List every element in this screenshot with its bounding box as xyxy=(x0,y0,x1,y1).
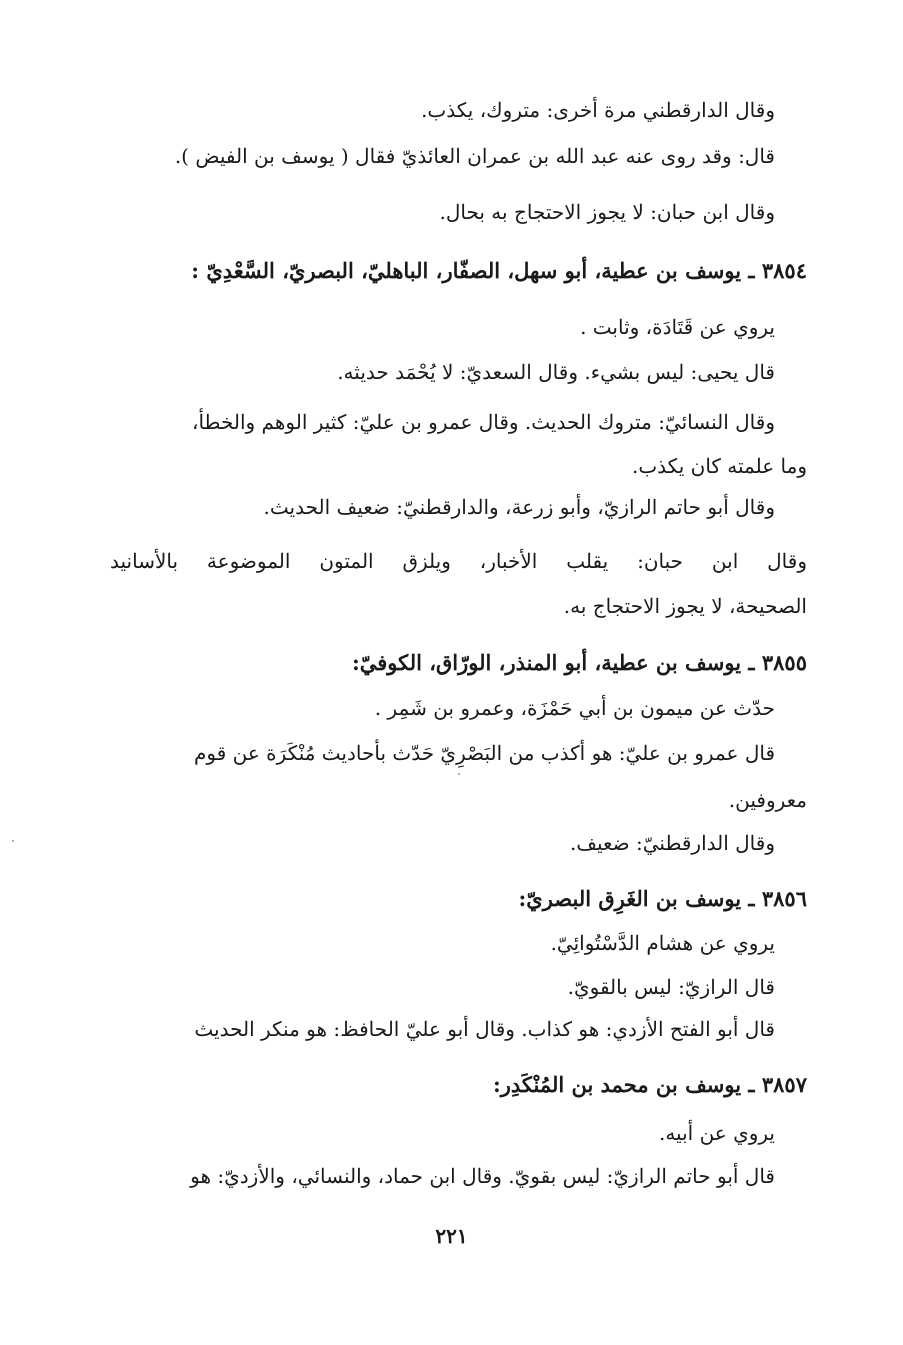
text-line: وقال النسائيّ: متروك الحديث. وقال عمرو بن عليّ: كثير الوهم والخطأ، xyxy=(192,410,775,434)
text-line: قال يحيى: ليس بشيء. وقال السعديّ: لا يُحْمَد حديثه. xyxy=(337,360,775,384)
text-line: يروي عن أبيه. xyxy=(658,1121,775,1145)
text-line: يروي عن هشام الدَّسْتُوائِيّ. xyxy=(550,931,775,955)
text-line: قال أبو حاتم الرازيّ: ليس بقويّ. وقال ابن حماد، والنسائي، والأزديّ: هو xyxy=(190,1164,775,1188)
scan-speck xyxy=(12,840,14,842)
text-line: وما علمته كان يكذب. xyxy=(631,454,807,478)
entry-heading-3854: ٣٨٥٤ ـ يوسف بن عطية، أبو سهل، الصفّار، الباهليّ، البصريّ، السَّعْدِيّ : xyxy=(191,258,807,283)
text-line: وقال أبو حاتم الرازيّ، وأبو زرعة، والدارقطنيّ: ضعيف الحديث. xyxy=(263,495,775,519)
text-line: قال: وقد روى عنه عبد الله بن عمران العائذيّ فقال ( يوسف بن الفيض ). xyxy=(174,144,775,168)
entry-heading-3857: ٣٨٥٧ ـ يوسف بن محمد بن المُنْكَدِر: xyxy=(492,1072,807,1097)
text-line: يروي عن قَتَادَة، وثابت . xyxy=(580,315,775,339)
text-line: وقال الدارقطنيّ: ضعيف. xyxy=(569,831,775,855)
text-line: قال عمرو بن عليّ: هو أكذب من البَصْرِيّ حَدّث بأحاديث مُنْكَرَة عن قوم xyxy=(193,741,775,765)
text-line: وقال الدارقطني مرة أخرى: متروك، يكذب. xyxy=(421,98,775,122)
text-line: وقال ابن حبان: لا يجوز الاحتجاج به بحال. xyxy=(439,200,775,224)
page-number: ٢٢١ xyxy=(435,1224,468,1248)
text-line: معروفين. xyxy=(728,788,807,812)
text-line: وقال ابن حبان: يقلب الأخبار، ويلزق المتون الموضوعة بالأسانيد xyxy=(110,549,807,573)
entry-heading-3855: ٣٨٥٥ ـ يوسف بن عطية، أبو المنذر، الورّاق، الكوفيّ: xyxy=(351,650,807,675)
text-line: حدّث عن ميمون بن أبي حَمْزَة، وعمرو بن شَمِر . xyxy=(374,696,775,720)
text-line: قال أبو الفتح الأزدي: هو كذاب. وقال أبو عليّ الحافظ: هو منكر الحديث xyxy=(194,1017,775,1041)
text-line: الصحيحة، لا يجوز الاحتجاج به. xyxy=(563,594,807,618)
scan-speck xyxy=(458,773,460,775)
entry-heading-3856: ٣٨٥٦ ـ يوسف بن الغَرِق البصريّ: xyxy=(518,886,807,911)
text-line: قال الرازيّ: ليس بالقويّ. xyxy=(567,975,775,999)
